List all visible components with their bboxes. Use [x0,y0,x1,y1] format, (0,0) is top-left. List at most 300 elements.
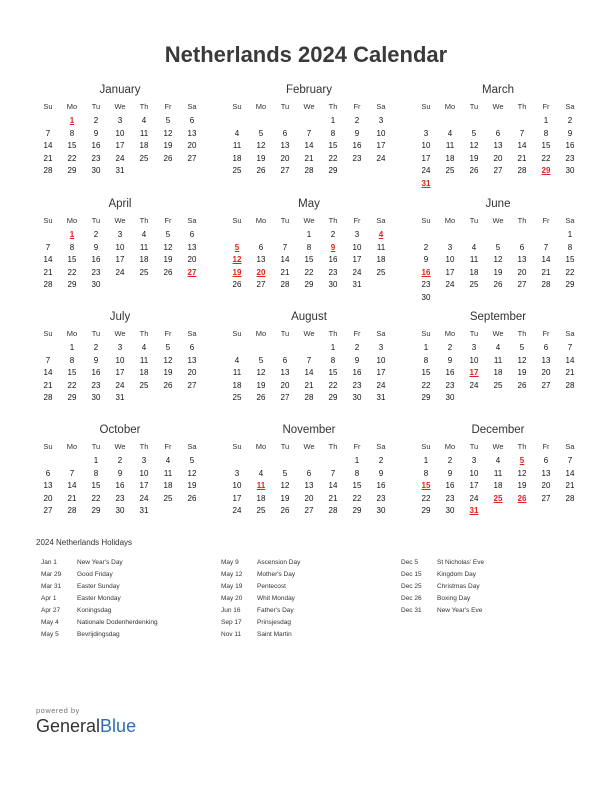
holiday-column [401,557,484,617]
weekday-header: Su [43,216,53,225]
day-cell: 16 [328,255,338,264]
holiday-name: Boxing Day [437,595,471,602]
weekday-header: Fr [353,442,361,451]
day-cell: 15 [67,368,77,377]
day-cell: 3 [423,128,429,138]
empty-cell [225,229,249,242]
day-cell: 23 [445,380,455,390]
day-cell: 1 [69,343,75,352]
day-cell: 28 [304,393,314,402]
day-cell: 18 [256,493,266,503]
day-cell: 19 [517,368,527,377]
holiday-row [221,569,300,581]
day-cell: 12 [256,141,266,150]
day-cell: 25 [469,280,479,289]
day-cell: 10 [115,128,125,138]
weekday-header: Th [328,442,338,451]
day-cell: 11 [376,242,386,252]
holiday-day: 25 [493,493,503,503]
day-cell: 13 [517,255,527,264]
day-cell: 5 [189,456,195,465]
day-cell: 18 [139,368,149,377]
weekday-header: We [492,329,504,338]
day-cell: 29 [67,280,77,289]
day-cell: 15 [421,368,431,377]
weekday-header: Sa [187,442,197,451]
weekday-header: Fr [542,216,550,225]
day-cell: 4 [471,242,477,252]
month-grid [36,98,204,178]
day-cell: 3 [471,456,477,465]
day-cell: 23 [115,493,125,503]
day-cell: 7 [306,128,312,138]
holiday-date: Nov 11 [221,631,242,638]
day-cell: 29 [421,393,431,402]
day-cell: 22 [328,153,338,163]
month-name: November [282,424,336,436]
month-grid [414,98,582,190]
weekday-header: Th [517,442,527,451]
weekday-header: We [114,442,126,451]
day-cell: 9 [93,242,99,252]
day-cell: 25 [445,166,455,175]
day-cell: 5 [258,128,264,138]
day-cell: 20 [541,481,551,490]
day-cell: 6 [45,468,51,478]
holiday-date: May 4 [41,619,59,626]
holiday-date: Dec 25 [401,583,422,590]
day-cell: 5 [165,230,171,239]
day-cell: 3 [378,116,384,125]
day-cell: 22 [304,267,314,277]
day-cell: 24 [376,153,386,163]
day-cell: 24 [115,380,125,390]
weekday-header: Sa [565,329,575,338]
day-cell: 13 [304,481,314,490]
day-cell: 12 [469,141,479,150]
holiday-day: 16 [421,267,431,277]
day-cell: 8 [567,242,573,252]
month-grid [414,212,582,304]
weekday-header: Tu [91,216,101,225]
day-cell: 4 [234,128,240,138]
day-cell: 16 [376,481,386,490]
day-cell: 7 [69,468,75,478]
day-cell: 22 [67,267,77,277]
weekday-header: We [492,216,504,225]
day-cell: 7 [567,343,573,352]
weekday-header: We [303,442,315,451]
day-cell: 6 [543,456,549,465]
day-cell: 26 [469,166,479,175]
holiday-name: Good Friday [77,571,113,578]
day-cell: 30 [445,506,455,515]
month-october [36,422,204,518]
day-cell: 5 [495,242,501,252]
month-grid [225,98,393,178]
day-cell: 19 [163,255,173,264]
day-cell: 29 [91,506,101,515]
weekday-header: Su [421,102,431,111]
day-cell: 27 [493,166,503,175]
day-cell: 12 [163,128,173,138]
day-cell: 22 [67,153,77,163]
day-cell: 23 [352,153,362,163]
day-cell: 7 [306,355,312,365]
day-cell: 4 [141,116,147,125]
day-cell: 11 [493,468,503,478]
holiday-date: May 9 [221,559,239,566]
holiday-row [41,557,158,569]
day-cell: 28 [67,506,77,515]
day-cell: 14 [304,141,314,150]
empty-cell [273,342,297,355]
weekday-header: Mo [66,329,78,338]
weekday-header: Tu [280,329,290,338]
day-cell: 24 [376,380,386,390]
weekday-header: We [303,216,315,225]
day-cell: 28 [517,166,527,175]
holiday-name: Nationale Dodenherdenking [77,619,158,626]
day-cell: 2 [93,230,99,239]
day-cell: 14 [565,355,575,365]
day-cell: 21 [67,493,77,503]
day-cell: 28 [328,506,338,515]
day-cell: 22 [91,493,101,503]
day-cell: 11 [163,468,173,478]
month-grid [414,325,582,405]
day-cell: 3 [117,230,123,239]
empty-cell [249,115,273,128]
holiday-name: Saint Martin [257,631,292,638]
weekday-header: Sa [376,102,386,111]
day-cell: 29 [565,280,575,289]
day-cell: 23 [91,267,101,277]
day-cell: 5 [165,343,171,352]
day-cell: 29 [352,506,362,515]
weekday-header: Fr [353,102,361,111]
weekday-header: Tu [280,216,290,225]
day-cell: 31 [376,393,386,402]
holiday-day: 19 [232,267,242,277]
day-cell: 22 [421,380,431,390]
day-cell: 11 [232,368,242,377]
day-cell: 26 [256,166,266,175]
day-cell: 21 [565,481,575,490]
weekday-header: Sa [565,442,575,451]
day-cell: 28 [304,166,314,175]
day-cell: 30 [328,280,338,289]
day-cell: 6 [543,343,549,352]
day-cell: 5 [258,355,264,365]
day-cell: 27 [280,393,290,402]
day-cell: 14 [43,141,53,150]
holiday-date: Dec 5 [401,559,418,566]
day-cell: 30 [352,393,362,402]
weekday-header: Mo [444,329,456,338]
empty-cell [36,115,60,128]
day-cell: 4 [495,456,501,465]
day-cell: 30 [445,393,455,402]
holiday-name: Easter Monday [77,595,121,602]
day-cell: 12 [256,368,266,377]
day-cell: 18 [469,267,479,277]
day-cell: 4 [141,230,147,239]
day-cell: 12 [517,355,527,365]
day-cell: 27 [541,380,551,390]
day-cell: 7 [45,128,51,138]
weekday-header: Mo [444,442,456,451]
day-cell: 19 [493,267,503,277]
holiday-row [221,617,300,629]
day-cell: 17 [115,368,125,377]
day-cell: 4 [234,355,240,365]
day-cell: 6 [519,242,525,252]
day-cell: 29 [328,166,338,175]
month-name: March [482,84,514,96]
day-cell: 12 [493,255,503,264]
day-cell: 27 [43,506,53,515]
day-cell: 17 [376,368,386,377]
day-cell: 10 [376,355,386,365]
day-cell: 8 [330,128,336,138]
weekday-header: Th [139,329,149,338]
brand-general: General [36,716,101,736]
day-cell: 19 [517,481,527,490]
day-cell: 9 [447,355,453,365]
empty-cell [486,115,510,128]
day-cell: 16 [352,141,362,150]
day-cell: 20 [187,141,197,150]
day-cell: 18 [232,153,242,163]
day-cell: 7 [45,242,51,252]
weekday-header: Fr [164,442,172,451]
day-cell: 21 [43,153,53,163]
day-cell: 16 [91,141,101,150]
weekday-header: Fr [542,329,550,338]
day-cell: 15 [328,141,338,150]
day-cell: 25 [493,380,503,390]
holiday-row [41,605,158,617]
day-cell: 26 [280,506,290,515]
day-cell: 17 [469,481,479,490]
day-cell: 24 [352,267,362,277]
weekday-header: Tu [469,102,479,111]
day-cell: 15 [67,255,77,264]
weekday-header: Th [517,102,527,111]
day-cell: 2 [447,343,453,352]
day-cell: 14 [280,255,290,264]
day-cell: 8 [69,355,75,365]
day-cell: 15 [352,481,362,490]
day-cell: 25 [139,267,149,277]
footer-logo [36,706,136,737]
empty-cell [297,455,321,468]
holiday-name: Koningsdag [77,607,112,614]
weekday-header: Fr [542,442,550,451]
month-name: January [99,84,141,96]
month-grid [36,325,204,405]
holiday-row [401,557,484,569]
day-cell: 24 [421,166,431,175]
day-cell: 21 [328,493,338,503]
day-cell: 8 [93,468,99,478]
empty-cell [297,342,321,355]
day-cell: 2 [423,242,429,252]
day-cell: 7 [330,468,336,478]
weekday-header: Sa [376,442,386,451]
day-cell: 26 [187,493,197,503]
day-cell: 20 [493,153,503,163]
weekday-header: Fr [164,102,172,111]
month-december [414,422,582,518]
empty-cell [249,455,273,468]
day-cell: 2 [567,116,573,125]
holiday-date: Apr 1 [41,595,57,602]
holiday-day: 1 [69,116,75,125]
weekday-header: Fr [164,329,172,338]
day-cell: 21 [565,368,575,377]
day-cell: 30 [91,280,101,289]
brand-blue: Blue [100,716,137,736]
day-cell: 2 [117,456,123,465]
day-cell: 3 [117,116,123,125]
day-cell: 16 [565,141,575,150]
day-cell: 1 [93,456,99,465]
weekday-header: Fr [164,216,172,225]
day-cell: 31 [115,166,125,175]
empty-cell [225,342,249,355]
day-cell: 11 [232,141,242,150]
month-february [225,82,393,178]
day-cell: 26 [163,380,173,390]
holiday-day: 9 [330,242,336,252]
holiday-name: Father's Day [257,607,294,614]
day-cell: 1 [423,456,429,465]
day-cell: 11 [469,255,479,264]
empty-cell [36,455,60,468]
day-cell: 9 [93,128,99,138]
day-cell: 20 [517,267,527,277]
weekday-header: Fr [353,329,361,338]
day-cell: 9 [423,255,429,264]
weekday-header: Sa [187,216,197,225]
day-cell: 19 [163,368,173,377]
day-cell: 22 [328,380,338,390]
weekday-header: Mo [255,329,267,338]
day-cell: 18 [232,380,242,390]
day-cell: 15 [67,141,77,150]
holiday-name: Christmas Day [437,583,480,590]
day-cell: 30 [91,166,101,175]
day-cell: 5 [165,116,171,125]
day-cell: 19 [469,153,479,163]
day-cell: 21 [304,380,314,390]
weekday-header: Mo [444,216,456,225]
day-cell: 6 [189,230,195,239]
weekday-header: Th [328,216,338,225]
day-cell: 10 [115,355,125,365]
weekday-header: Tu [280,102,290,111]
holiday-day: 26 [517,493,527,503]
day-cell: 26 [517,380,527,390]
day-cell: 10 [445,255,455,264]
day-cell: 18 [139,255,149,264]
day-cell: 20 [541,368,551,377]
day-cell: 14 [328,481,338,490]
day-cell: 14 [565,468,575,478]
day-cell: 28 [43,393,53,402]
weekday-header: Mo [255,216,267,225]
day-cell: 5 [282,468,288,478]
day-cell: 24 [232,506,242,515]
weekday-header: Su [421,329,431,338]
day-cell: 18 [376,255,386,264]
weekday-header: Su [232,216,242,225]
day-cell: 23 [421,280,431,289]
holiday-row [221,629,300,641]
weekday-header: Tu [469,442,479,451]
day-cell: 25 [232,393,242,402]
weekday-header: Su [232,329,242,338]
month-june [414,196,582,304]
day-cell: 18 [163,481,173,490]
weekday-header: Tu [280,442,290,451]
holiday-day: 31 [469,506,479,515]
weekday-header: Th [517,329,527,338]
day-cell: 22 [67,380,77,390]
day-cell: 10 [469,355,479,365]
empty-cell [438,115,462,128]
holiday-date: Apr 27 [41,607,61,614]
day-cell: 17 [445,267,455,277]
day-cell: 28 [565,493,575,503]
empty-cell [297,115,321,128]
weekday-header: Sa [376,329,386,338]
holiday-date: Dec 31 [401,607,422,614]
month-name: June [485,198,511,210]
holiday-row [401,593,484,605]
holiday-name: Mother's Day [257,571,296,578]
day-cell: 2 [378,456,384,465]
day-cell: 9 [354,355,360,365]
day-cell: 10 [421,141,431,150]
day-cell: 17 [376,141,386,150]
day-cell: 28 [541,280,551,289]
day-cell: 21 [43,380,53,390]
day-cell: 27 [256,280,266,289]
holiday-name: Kingdom Day [437,571,477,578]
day-cell: 26 [163,267,173,277]
holiday-name: Bevrijdingsdag [77,631,120,638]
month-march [414,82,582,190]
day-cell: 8 [423,355,429,365]
month-grid [414,438,582,518]
holiday-row [401,581,484,593]
day-cell: 6 [306,468,312,478]
month-name: September [469,311,527,323]
day-cell: 17 [139,481,149,490]
day-cell: 18 [493,368,503,377]
day-cell: 3 [447,242,453,252]
holiday-day: 17 [469,368,479,377]
day-cell: 7 [45,355,51,365]
day-cell: 9 [378,468,384,478]
empty-cell [438,229,462,242]
holiday-day: 31 [421,178,431,188]
day-cell: 9 [93,355,99,365]
day-cell: 14 [43,368,53,377]
